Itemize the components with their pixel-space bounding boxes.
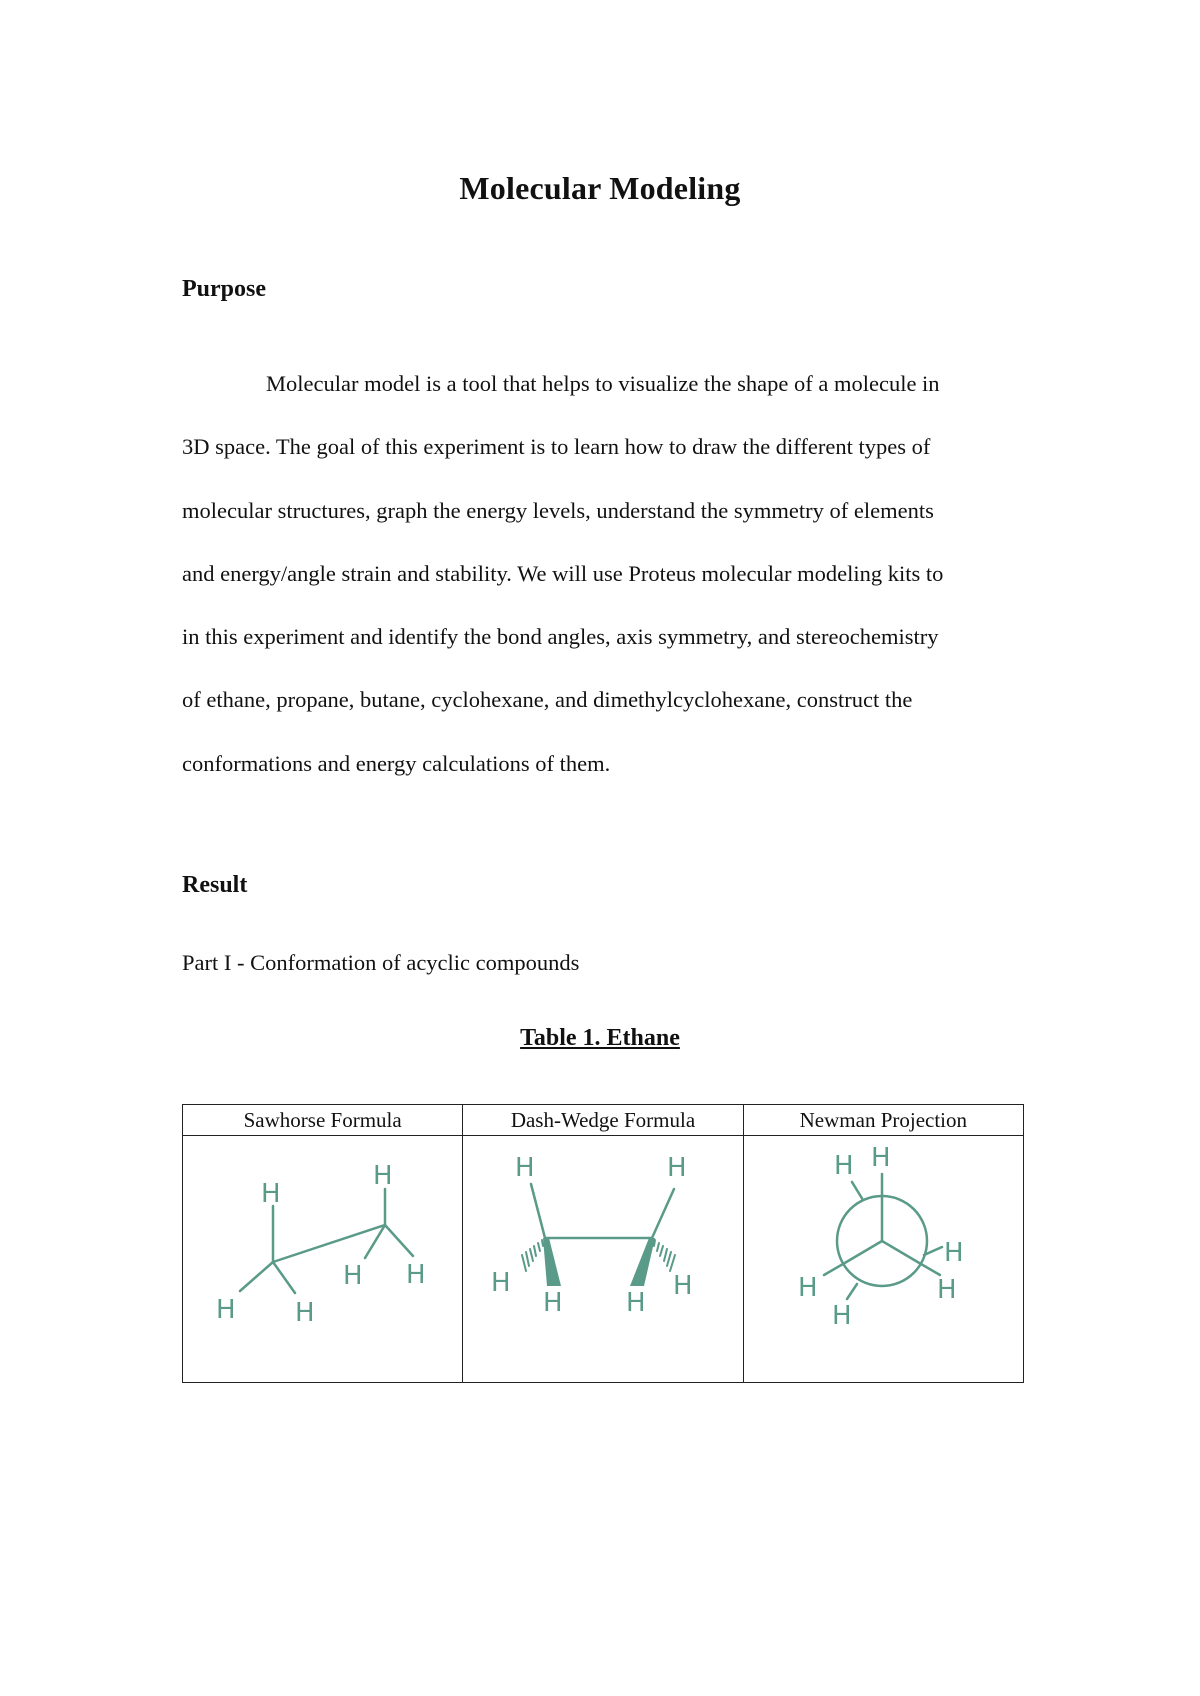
h-atom-label: H	[936, 1275, 957, 1305]
column-header-sawhorse: Sawhorse Formula	[183, 1105, 463, 1136]
h-atom-label: H	[406, 1260, 426, 1290]
h-atom-label: H	[295, 1298, 315, 1328]
column-header-newman: Newman Projection	[743, 1105, 1023, 1136]
dash-wedge-cell	[463, 1136, 743, 1383]
page-title: Molecular Modeling	[459, 170, 741, 206]
part-label: Part I - Conformation of acyclic compounds	[182, 950, 580, 975]
column-header-dash-wedge: Dash-Wedge Formula	[463, 1105, 743, 1136]
h-atom-label: H	[943, 1238, 964, 1268]
purpose-line: conformations and energy calculations of them.	[182, 750, 611, 776]
purpose-line: and energy/angle strain and stability. We will use Proteus molecular modeling kits to	[182, 560, 944, 586]
h-atom-label: H	[543, 1288, 563, 1318]
purpose-heading: Purpose	[182, 276, 266, 302]
h-atom-label: H	[833, 1151, 854, 1181]
purpose-line: in this experiment and identify the bond angles, axis symmetry, and stereochemistry	[182, 624, 939, 650]
ethane-table	[182, 1104, 1024, 1383]
h-atom-label: H	[343, 1261, 363, 1291]
h-atom-label: H	[673, 1271, 693, 1301]
table-header-row	[183, 1105, 1024, 1136]
purpose-paragraph	[182, 352, 1022, 795]
newman-cell	[743, 1136, 1023, 1383]
h-atom-label: H	[667, 1153, 687, 1183]
h-atom-label: H	[261, 1179, 281, 1209]
purpose-line: of ethane, propane, butane, cyclohexane, and dimethylcyclohexane, construct the	[182, 687, 913, 713]
purpose-line: molecular structures, graph the energy levels, understand the symmetry of elements	[182, 497, 934, 523]
h-atom-label: H	[491, 1268, 511, 1298]
h-atom-label: H	[870, 1143, 891, 1173]
h-atom-label: H	[216, 1295, 236, 1325]
newman-projection-drawing	[744, 1136, 1024, 1382]
sawhorse-drawing	[183, 1136, 463, 1382]
sawhorse-cell	[183, 1136, 463, 1383]
h-atom-label: H	[515, 1153, 535, 1183]
purpose-line: 3D space. The goal of this experiment is to learn how to draw the different types of	[182, 434, 931, 460]
result-heading: Result	[182, 872, 248, 898]
h-atom-label: H	[373, 1161, 393, 1191]
h-atom-label: H	[797, 1273, 818, 1303]
dash-wedge-drawing	[463, 1136, 743, 1382]
h-atom-label: H	[831, 1301, 852, 1331]
table-row	[183, 1136, 1024, 1383]
h-atom-label: H	[626, 1288, 646, 1318]
purpose-line: Molecular model is a tool that helps to visualize the shape of a molecule in	[266, 371, 940, 396]
table-title: Table 1. Ethane	[520, 1025, 680, 1051]
